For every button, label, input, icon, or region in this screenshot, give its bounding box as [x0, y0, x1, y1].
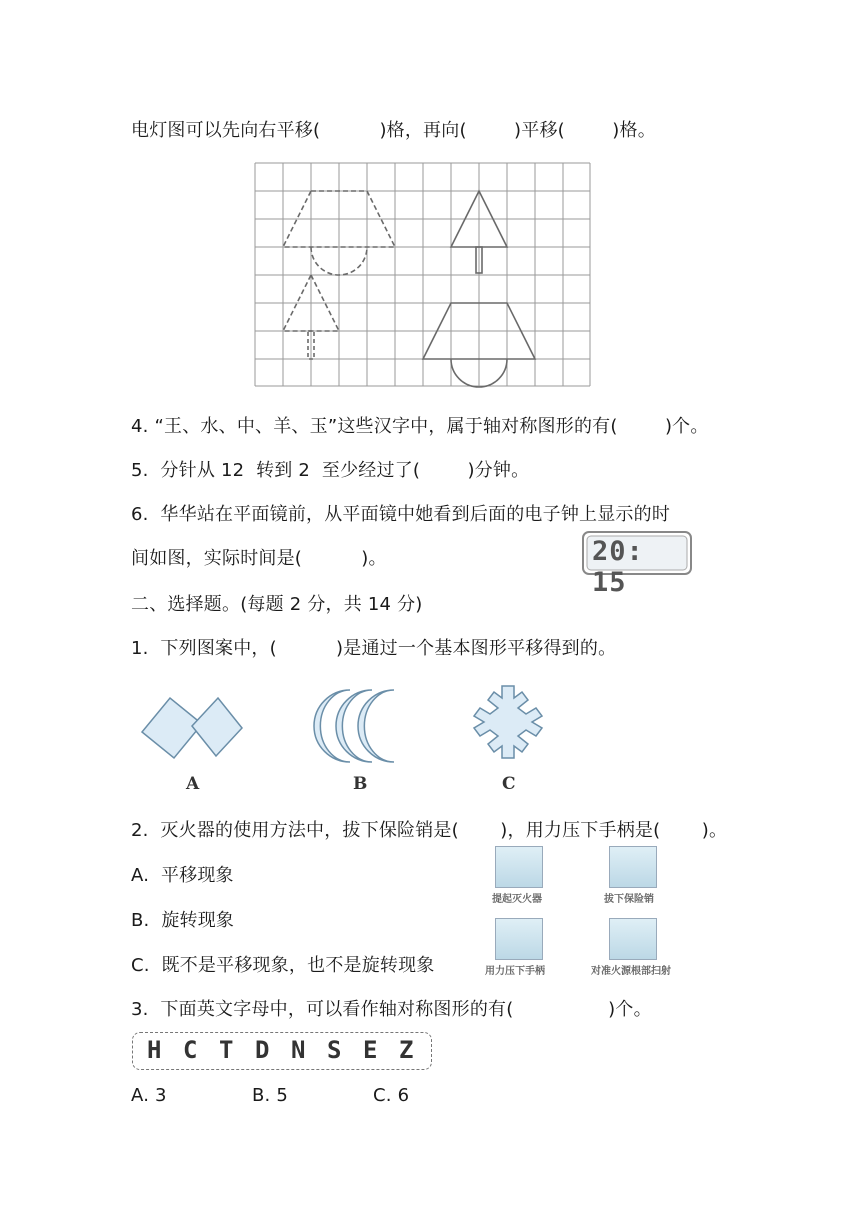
letter-h: H — [147, 1036, 162, 1064]
mc1-option-a-label: A — [186, 774, 200, 794]
mc2-option-a: A. 平移现象 — [131, 865, 234, 886]
mc1-option-c-label: C — [502, 774, 516, 794]
letter-e: E — [363, 1036, 378, 1064]
letter-n: N — [291, 1036, 306, 1064]
extinguisher-step-1-image — [495, 846, 543, 888]
question-4: 4. “王、水、中、羊、玉”这些汉字中，属于轴对称图形的有( )个。 — [131, 416, 709, 437]
mc3-option-c: C. 6 — [373, 1085, 410, 1106]
section-2-heading: 二、选择题。(每题 2 分，共 14 分) — [131, 594, 423, 615]
extinguisher-step-1-caption: 提起灭火器 — [492, 894, 542, 905]
mc-question-1: 1. 下列图案中，( )是通过一个基本图形平移得到的。 — [131, 638, 617, 659]
extinguisher-step-4-image — [609, 918, 657, 960]
extinguisher-step-3-caption: 用力压下手柄 — [485, 966, 545, 977]
extinguisher-step-4-caption: 对准火源根部扫射 — [591, 966, 671, 977]
letters-box — [132, 1032, 432, 1070]
translation-grid-figure — [254, 162, 592, 392]
extinguisher-step-3-image — [495, 918, 543, 960]
mc-question-2: 2. 灭火器的使用方法中，拔下保险销是( )，用力压下手柄是( )。 — [131, 820, 728, 841]
question-3-tail: 电灯图可以先向右平移( )格，再向( )平移( )格。 — [131, 120, 656, 141]
letter-z: Z — [399, 1036, 414, 1064]
letter-t: T — [219, 1036, 234, 1064]
clock-display: 20: 15 — [592, 536, 644, 598]
letter-s: S — [327, 1036, 342, 1064]
extinguisher-step-2-caption: 拔下保险销 — [604, 894, 654, 905]
question-6-line1: 6. 华华站在平面镜前，从平面镜中她看到后面的电子钟上显示的时 — [131, 504, 671, 525]
question-6-line2: 间如图，实际时间是( )。 — [131, 548, 387, 569]
mc3-option-a: A. 3 — [131, 1085, 167, 1106]
letter-c: C — [183, 1036, 198, 1064]
mc1-option-figures — [140, 680, 560, 774]
mc3-option-b: B. 5 — [252, 1085, 289, 1106]
mc1-option-b-label: B — [353, 774, 368, 794]
extinguisher-step-2-image — [609, 846, 657, 888]
letter-d: D — [255, 1036, 270, 1064]
mc-question-3: 3. 下面英文字母中，可以看作轴对称图形的有( )个。 — [131, 999, 652, 1020]
mc2-option-c: C. 既不是平移现象，也不是旋转现象 — [131, 955, 435, 976]
mc2-option-b: B. 旋转现象 — [131, 910, 235, 931]
digital-clock-image — [582, 531, 692, 598]
question-5: 5. 分针从 12 转到 2 至少经过了( )分钟。 — [131, 460, 530, 481]
